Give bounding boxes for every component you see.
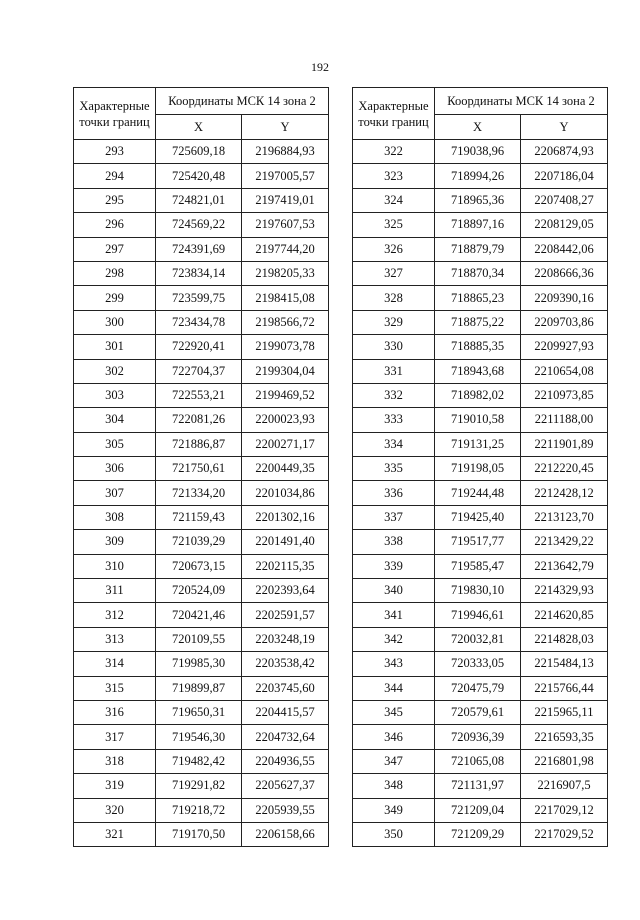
table-row	[353, 725, 608, 749]
y-coordinate-cell: 2205627,37	[242, 774, 329, 798]
x-coordinate-cell: 719038,96	[435, 140, 521, 164]
y-coordinate-cell: 2217029,52	[521, 822, 608, 846]
x-coordinate-cell: 722920,41	[156, 335, 242, 359]
point-number-cell: 332	[353, 383, 435, 407]
point-header-line2: точки границ	[358, 114, 429, 129]
table-row	[74, 335, 329, 359]
point-number-cell: 327	[353, 261, 435, 285]
x-coordinate-cell: 719585,47	[435, 554, 521, 578]
table-row	[353, 798, 608, 822]
point-header-line1: Характерные	[358, 98, 429, 113]
y-coordinate-cell: 2214620,85	[521, 603, 608, 627]
table-row	[74, 140, 329, 164]
table-row	[353, 579, 608, 603]
table-row	[353, 652, 608, 676]
y-coordinate-cell: 2213429,22	[521, 530, 608, 554]
table-row	[74, 798, 329, 822]
y-coordinate-cell: 2216593,35	[521, 725, 608, 749]
y-coordinate-cell: 2202393,64	[242, 579, 329, 603]
table-row	[74, 286, 329, 310]
x-coordinate-cell: 724821,01	[156, 188, 242, 212]
coordinates-table-left	[73, 87, 329, 847]
x-coordinate-cell: 719985,30	[156, 652, 242, 676]
table-row	[74, 530, 329, 554]
point-number-cell: 331	[353, 359, 435, 383]
x-coordinate-cell: 720421,46	[156, 603, 242, 627]
x-coordinate-cell: 718865,23	[435, 286, 521, 310]
x-coordinate-cell: 720032,81	[435, 627, 521, 651]
x-coordinate-cell: 718870,34	[435, 261, 521, 285]
y-coordinate-cell: 2213123,70	[521, 505, 608, 529]
y-coordinate-cell: 2213642,79	[521, 554, 608, 578]
left-table-body	[74, 140, 329, 847]
y-coordinate-cell: 2201491,40	[242, 530, 329, 554]
page-number: 192	[311, 60, 329, 74]
table-row	[353, 530, 608, 554]
x-coordinate-cell: 719482,42	[156, 749, 242, 773]
table-row	[74, 700, 329, 724]
y-coordinate-cell: 2203745,60	[242, 676, 329, 700]
x-coordinate-cell: 721886,87	[156, 432, 242, 456]
table-row	[74, 505, 329, 529]
y-coordinate-cell: 2208129,05	[521, 213, 608, 237]
y-coordinate-cell: 2197419,01	[242, 188, 329, 212]
point-number-cell: 304	[74, 408, 156, 432]
y-column-header: Y	[521, 115, 608, 140]
y-coordinate-cell: 2203248,19	[242, 627, 329, 651]
x-coordinate-cell: 724391,69	[156, 237, 242, 261]
y-coordinate-cell: 2215484,13	[521, 652, 608, 676]
table-row	[353, 627, 608, 651]
point-header-line1: Характерные	[79, 98, 150, 113]
right-table-body	[353, 140, 608, 847]
point-number-cell: 302	[74, 359, 156, 383]
x-coordinate-cell: 722081,26	[156, 408, 242, 432]
coordinates-group-header: Координаты МСК 14 зона 2	[156, 88, 329, 115]
y-coordinate-cell: 2201034,86	[242, 481, 329, 505]
point-number-cell: 328	[353, 286, 435, 310]
point-number-cell: 297	[74, 237, 156, 261]
y-coordinate-cell: 2199304,04	[242, 359, 329, 383]
point-number-cell: 346	[353, 725, 435, 749]
x-coordinate-cell: 721209,04	[435, 798, 521, 822]
x-coordinate-cell: 719946,61	[435, 603, 521, 627]
table-row	[74, 603, 329, 627]
point-column-header	[353, 88, 435, 140]
y-coordinate-cell: 2215965,11	[521, 700, 608, 724]
x-coordinate-cell: 719198,05	[435, 457, 521, 481]
y-coordinate-cell: 2200449,35	[242, 457, 329, 481]
y-coordinate-cell: 2201302,16	[242, 505, 329, 529]
table-row	[74, 725, 329, 749]
table-row	[353, 286, 608, 310]
point-number-cell: 314	[74, 652, 156, 676]
table-row	[353, 237, 608, 261]
point-number-cell: 322	[353, 140, 435, 164]
y-coordinate-cell: 2205939,55	[242, 798, 329, 822]
point-number-cell: 324	[353, 188, 435, 212]
y-coordinate-cell: 2216907,5	[521, 774, 608, 798]
x-coordinate-cell: 719546,30	[156, 725, 242, 749]
x-coordinate-cell: 722553,21	[156, 383, 242, 407]
table-row	[74, 579, 329, 603]
point-number-cell: 320	[74, 798, 156, 822]
x-coordinate-cell: 718875,22	[435, 310, 521, 334]
table-row	[74, 408, 329, 432]
x-coordinate-cell: 718982,02	[435, 383, 521, 407]
y-coordinate-cell: 2202115,35	[242, 554, 329, 578]
point-number-cell: 319	[74, 774, 156, 798]
y-coordinate-cell: 2198415,08	[242, 286, 329, 310]
x-coordinate-cell: 721039,29	[156, 530, 242, 554]
x-coordinate-cell: 718943,68	[435, 359, 521, 383]
x-coordinate-cell: 725609,18	[156, 140, 242, 164]
table-row	[353, 822, 608, 846]
x-column-header: X	[435, 115, 521, 140]
table-row	[74, 164, 329, 188]
x-coordinate-cell: 723434,78	[156, 310, 242, 334]
x-coordinate-cell: 719170,50	[156, 822, 242, 846]
point-number-cell: 342	[353, 627, 435, 651]
point-number-cell: 300	[74, 310, 156, 334]
point-number-cell: 344	[353, 676, 435, 700]
x-coordinate-cell: 721065,08	[435, 749, 521, 773]
x-coordinate-cell: 723599,75	[156, 286, 242, 310]
x-coordinate-cell: 721159,43	[156, 505, 242, 529]
point-number-cell: 325	[353, 213, 435, 237]
y-coordinate-cell: 2200023,93	[242, 408, 329, 432]
table-row	[353, 457, 608, 481]
point-number-cell: 294	[74, 164, 156, 188]
y-coordinate-cell: 2214329,93	[521, 579, 608, 603]
y-coordinate-cell: 2206874,93	[521, 140, 608, 164]
y-coordinate-cell: 2198566,72	[242, 310, 329, 334]
table-row	[74, 213, 329, 237]
x-coordinate-cell: 719517,77	[435, 530, 521, 554]
y-coordinate-cell: 2216801,98	[521, 749, 608, 773]
table-row	[74, 774, 329, 798]
x-coordinate-cell: 718994,26	[435, 164, 521, 188]
x-coordinate-cell: 721209,29	[435, 822, 521, 846]
point-number-cell: 309	[74, 530, 156, 554]
x-coordinate-cell: 719830,10	[435, 579, 521, 603]
point-number-cell: 321	[74, 822, 156, 846]
point-number-cell: 311	[74, 579, 156, 603]
point-number-cell: 299	[74, 286, 156, 310]
table-row	[74, 554, 329, 578]
y-column-header: Y	[242, 115, 329, 140]
y-coordinate-cell: 2212428,12	[521, 481, 608, 505]
x-coordinate-cell: 719899,87	[156, 676, 242, 700]
y-coordinate-cell: 2207186,04	[521, 164, 608, 188]
x-coordinate-cell: 725420,48	[156, 164, 242, 188]
point-number-cell: 329	[353, 310, 435, 334]
table-row	[353, 383, 608, 407]
table-row	[74, 481, 329, 505]
table-row	[74, 652, 329, 676]
point-number-cell: 293	[74, 140, 156, 164]
table-row	[74, 310, 329, 334]
y-coordinate-cell: 2199469,52	[242, 383, 329, 407]
y-coordinate-cell: 2208442,06	[521, 237, 608, 261]
table-row	[353, 505, 608, 529]
x-coordinate-cell: 719218,72	[156, 798, 242, 822]
point-number-cell: 295	[74, 188, 156, 212]
point-number-cell: 301	[74, 335, 156, 359]
x-coordinate-cell: 718965,36	[435, 188, 521, 212]
point-number-cell: 323	[353, 164, 435, 188]
x-coordinate-cell: 720475,79	[435, 676, 521, 700]
x-coordinate-cell: 719425,40	[435, 505, 521, 529]
table-row	[74, 457, 329, 481]
table-row	[353, 140, 608, 164]
y-coordinate-cell: 2199073,78	[242, 335, 329, 359]
table-row	[353, 700, 608, 724]
point-number-cell: 341	[353, 603, 435, 627]
y-coordinate-cell: 2212220,45	[521, 457, 608, 481]
point-number-cell: 340	[353, 579, 435, 603]
table-row	[353, 554, 608, 578]
x-coordinate-cell: 720579,61	[435, 700, 521, 724]
y-coordinate-cell: 2203538,42	[242, 652, 329, 676]
coordinates-table-right	[352, 87, 608, 847]
point-number-cell: 296	[74, 213, 156, 237]
y-coordinate-cell: 2214828,03	[521, 627, 608, 651]
point-number-cell: 310	[74, 554, 156, 578]
y-coordinate-cell: 2197744,20	[242, 237, 329, 261]
x-coordinate-cell: 719244,48	[435, 481, 521, 505]
point-number-cell: 334	[353, 432, 435, 456]
table-row	[353, 213, 608, 237]
x-coordinate-cell: 720524,09	[156, 579, 242, 603]
x-coordinate-cell: 719650,31	[156, 700, 242, 724]
point-number-cell: 349	[353, 798, 435, 822]
y-coordinate-cell: 2197607,53	[242, 213, 329, 237]
table-row	[353, 432, 608, 456]
y-coordinate-cell: 2206158,66	[242, 822, 329, 846]
x-coordinate-cell: 721750,61	[156, 457, 242, 481]
x-coordinate-cell: 719291,82	[156, 774, 242, 798]
x-coordinate-cell: 719010,58	[435, 408, 521, 432]
point-number-cell: 330	[353, 335, 435, 359]
x-column-header: X	[156, 115, 242, 140]
y-coordinate-cell: 2217029,12	[521, 798, 608, 822]
y-coordinate-cell: 2202591,57	[242, 603, 329, 627]
point-number-cell: 308	[74, 505, 156, 529]
table-row	[353, 310, 608, 334]
y-coordinate-cell: 2211901,89	[521, 432, 608, 456]
point-number-cell: 336	[353, 481, 435, 505]
point-number-cell: 306	[74, 457, 156, 481]
y-coordinate-cell: 2210654,08	[521, 359, 608, 383]
x-coordinate-cell: 720936,39	[435, 725, 521, 749]
table-row	[74, 188, 329, 212]
x-coordinate-cell: 720109,55	[156, 627, 242, 651]
point-number-cell: 305	[74, 432, 156, 456]
y-coordinate-cell: 2196884,93	[242, 140, 329, 164]
point-number-cell: 343	[353, 652, 435, 676]
y-coordinate-cell: 2204415,57	[242, 700, 329, 724]
y-coordinate-cell: 2215766,44	[521, 676, 608, 700]
point-number-cell: 335	[353, 457, 435, 481]
table-row	[74, 359, 329, 383]
point-number-cell: 317	[74, 725, 156, 749]
table-row	[74, 676, 329, 700]
x-coordinate-cell: 724569,22	[156, 213, 242, 237]
table-row	[353, 676, 608, 700]
table-row	[74, 432, 329, 456]
table-row	[353, 408, 608, 432]
table-row	[74, 627, 329, 651]
point-column-header	[74, 88, 156, 140]
table-row	[353, 335, 608, 359]
point-number-cell: 333	[353, 408, 435, 432]
point-number-cell: 347	[353, 749, 435, 773]
x-coordinate-cell: 723834,14	[156, 261, 242, 285]
table-row	[353, 749, 608, 773]
x-coordinate-cell: 722704,37	[156, 359, 242, 383]
point-number-cell: 312	[74, 603, 156, 627]
point-number-cell: 303	[74, 383, 156, 407]
table-row	[353, 164, 608, 188]
point-number-cell: 307	[74, 481, 156, 505]
table-row	[74, 749, 329, 773]
x-coordinate-cell: 719131,25	[435, 432, 521, 456]
point-number-cell: 313	[74, 627, 156, 651]
table-row	[353, 603, 608, 627]
point-number-cell: 338	[353, 530, 435, 554]
table-row	[353, 261, 608, 285]
coordinates-group-header: Координаты МСК 14 зона 2	[435, 88, 608, 115]
y-coordinate-cell: 2204936,55	[242, 749, 329, 773]
table-row	[353, 481, 608, 505]
x-coordinate-cell: 720333,05	[435, 652, 521, 676]
point-number-cell: 315	[74, 676, 156, 700]
x-coordinate-cell: 718885,35	[435, 335, 521, 359]
point-number-cell: 337	[353, 505, 435, 529]
table-row	[353, 188, 608, 212]
y-coordinate-cell: 2209927,93	[521, 335, 608, 359]
x-coordinate-cell: 721334,20	[156, 481, 242, 505]
table-row	[74, 383, 329, 407]
table-row	[74, 261, 329, 285]
point-header-line2: точки границ	[79, 114, 150, 129]
table-row	[74, 822, 329, 846]
point-number-cell: 339	[353, 554, 435, 578]
y-coordinate-cell: 2200271,17	[242, 432, 329, 456]
y-coordinate-cell: 2209703,86	[521, 310, 608, 334]
point-number-cell: 318	[74, 749, 156, 773]
point-number-cell: 345	[353, 700, 435, 724]
table-row	[353, 774, 608, 798]
table-row	[74, 237, 329, 261]
x-coordinate-cell: 721131,97	[435, 774, 521, 798]
y-coordinate-cell: 2208666,36	[521, 261, 608, 285]
y-coordinate-cell: 2204732,64	[242, 725, 329, 749]
y-coordinate-cell: 2209390,16	[521, 286, 608, 310]
point-number-cell: 316	[74, 700, 156, 724]
point-number-cell: 350	[353, 822, 435, 846]
y-coordinate-cell: 2207408,27	[521, 188, 608, 212]
y-coordinate-cell: 2211188,00	[521, 408, 608, 432]
x-coordinate-cell: 718879,79	[435, 237, 521, 261]
x-coordinate-cell: 720673,15	[156, 554, 242, 578]
y-coordinate-cell: 2197005,57	[242, 164, 329, 188]
table-row	[353, 359, 608, 383]
point-number-cell: 348	[353, 774, 435, 798]
point-number-cell: 326	[353, 237, 435, 261]
point-number-cell: 298	[74, 261, 156, 285]
x-coordinate-cell: 718897,16	[435, 213, 521, 237]
y-coordinate-cell: 2210973,85	[521, 383, 608, 407]
y-coordinate-cell: 2198205,33	[242, 261, 329, 285]
